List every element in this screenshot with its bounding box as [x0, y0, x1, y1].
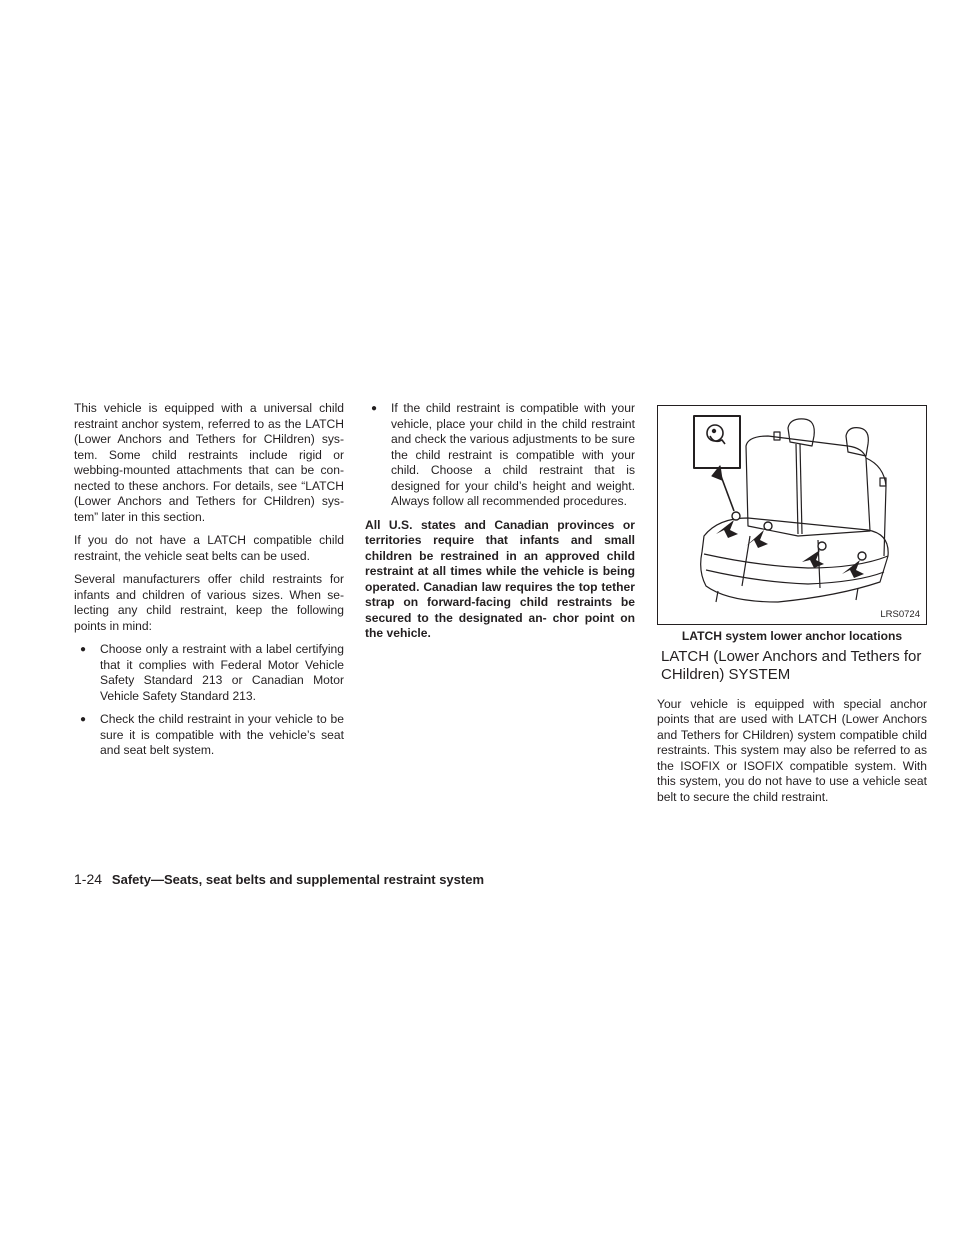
list-item: ● Check the child restraint in your vehicle to be sure it is compatible with the vehicle’s seat and seat belt system.	[74, 712, 344, 759]
selection-points-list	[74, 642, 344, 759]
middle-column	[365, 401, 635, 650]
selection-points-list-continued	[365, 401, 635, 510]
arrow-icon	[716, 520, 738, 538]
intro-paragraph: This vehicle is equipped with a universal child restraint anchor system, referred to as the LATCH (Lower Anchors and Tethers for CHildren) sys- tem. Some child restraints include rigid or webbing-mounted attachments that can be con- nected to these anchors. For details, see “LATCH (Lower Anchors and Tethers for CHildren) sys- tem” later in this section.	[74, 401, 344, 524]
manufacturers-paragraph: Several manufacturers offer child restraints for infants and children of various sizes. When se- lecting any child restraint, keep the following points in mind:	[74, 572, 344, 633]
arrow-icon	[802, 550, 824, 568]
anchor-point	[732, 512, 740, 520]
rear-seat-illustration	[658, 406, 926, 624]
latch-figure	[657, 405, 927, 625]
arrow-icon	[842, 560, 864, 578]
figure-code: LRS0724	[880, 608, 920, 620]
latch-description-paragraph: Your vehicle is equipped with special anchor points that are used with LATCH (Lower Anchors and Tethers for CHildren) system compatible child restraints. This system may also be referred to as the ISOFIX or ISOFIX compatible system. With this system, you do not have to use a vehicle seat belt to secure the child restraint.	[657, 696, 927, 804]
anchor-point	[764, 522, 772, 530]
right-column	[657, 401, 927, 813]
section-heading: LATCH (Lower Anchors and Tethers for CHildren) SYSTEM	[661, 647, 922, 683]
child-seat-symbol-icon	[707, 425, 725, 444]
left-column	[74, 401, 344, 767]
seatbelt-paragraph: If you do not have a LATCH compatible child restraint, the vehicle seat belts can be used.	[74, 533, 344, 563]
anchor-arrows	[716, 520, 864, 578]
list-item: ● If the child restraint is compatible with your vehicle, place your child in the child restraint and check the various adjustments to be sure the child restraint is compatible with your child. Choose a child restraint that is designed for your child’s height and weight. Always follow all recommended procedures.	[365, 401, 635, 510]
footer-section-title: Safety—Seats, seat belts and supplemental restraint system	[111, 872, 485, 887]
warning-paragraph: All U.S. states and Canadian provinces or territories require that infants and small children be restrained in an approved child restraint at all times while the vehicle is being operated. Canadian law requires the top tether strap on forward-facing child restraints be secured to the designated an- chor point on the vehicle.	[365, 517, 635, 640]
anchor-point	[858, 552, 866, 560]
page-number: 1-24	[74, 871, 103, 887]
figure-caption: LATCH system lower anchor locations	[681, 629, 903, 643]
page-footer	[74, 871, 484, 887]
list-item: ● Choose only a restraint with a label certifying that it complies with Federal Motor Vehicle Safety Standard 213 or Canadian Motor Vehicle Safety Standard 213.	[74, 642, 344, 704]
anchor-point	[818, 542, 826, 550]
